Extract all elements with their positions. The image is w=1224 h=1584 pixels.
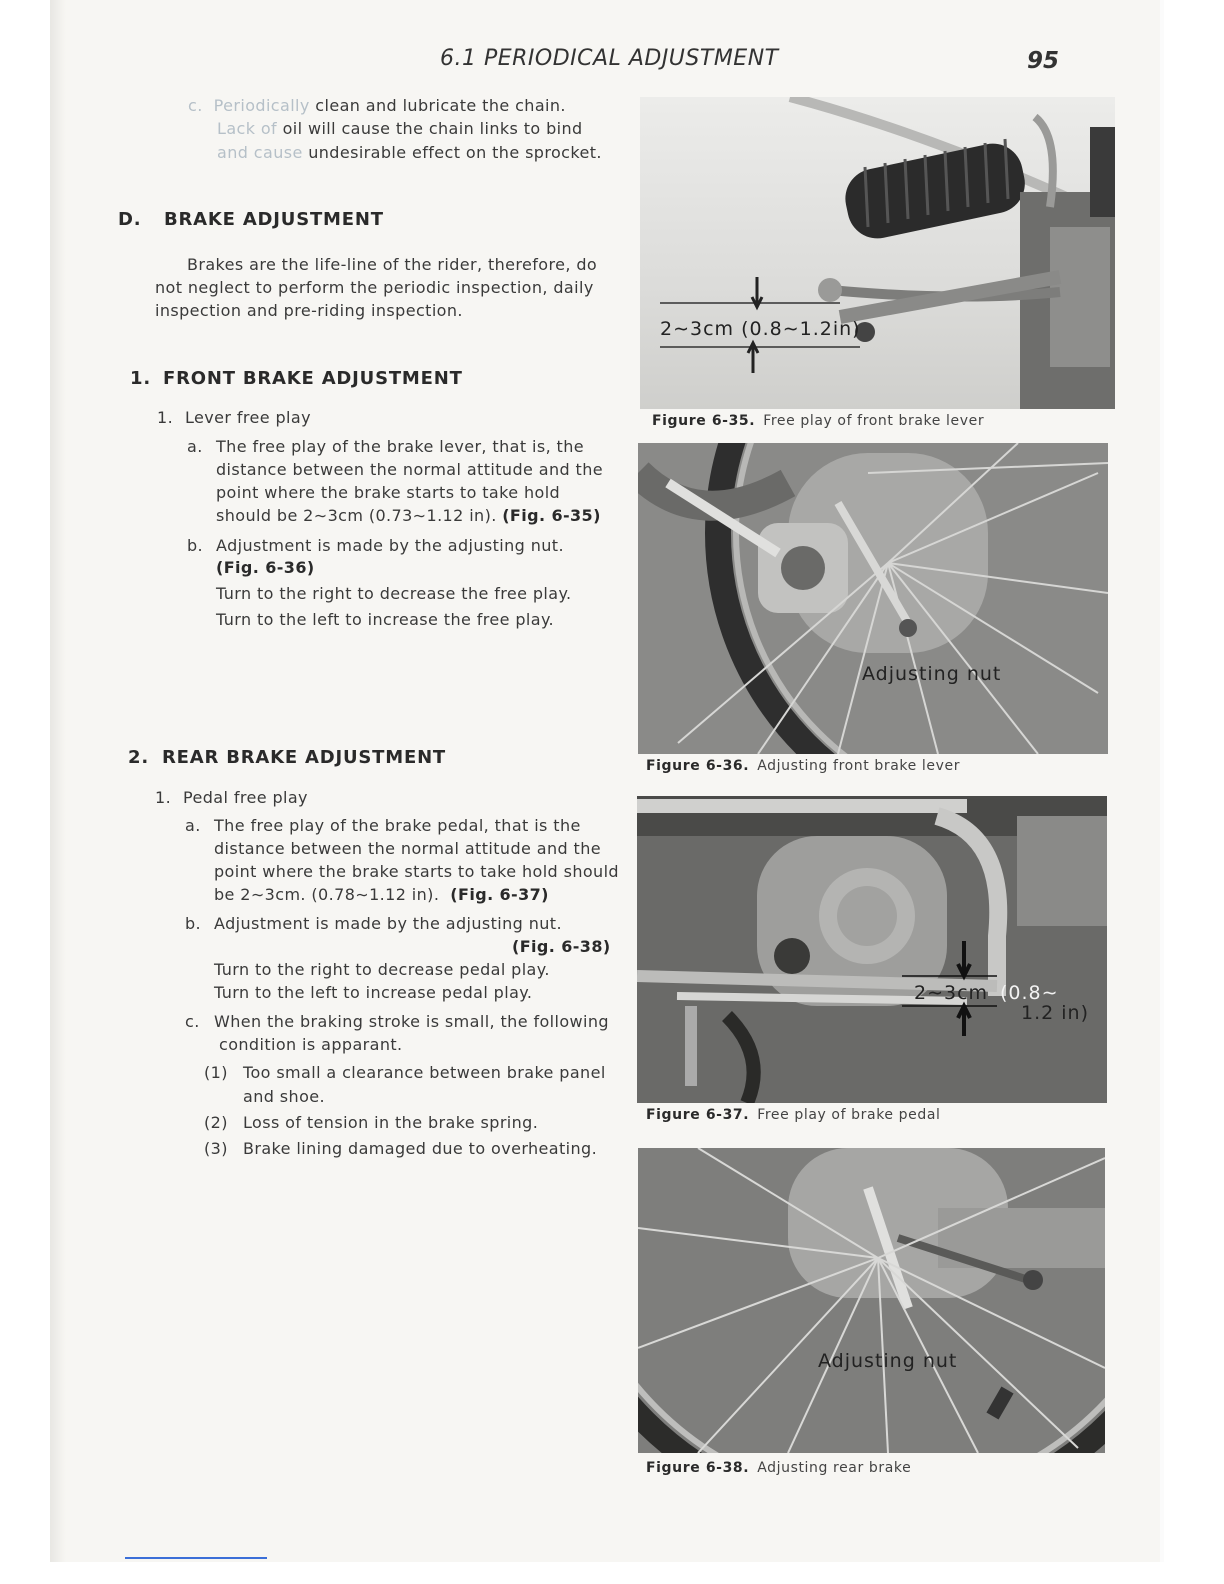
figure-6-37-dimension-label-c: 1.2 in) [1021, 1002, 1089, 1024]
section-d-letter: D. [118, 209, 142, 230]
rear-sub-title: Pedal free play [183, 788, 308, 807]
figure-6-35-caption: Figure 6-35. Free play of front brake lever [652, 413, 985, 429]
figure-6-38-number: Figure 6-38. [646, 1460, 750, 1476]
chain-paragraph-line-2: Lack of oil will cause the chain links to bind [217, 119, 583, 138]
list-item-number: (2) [204, 1113, 228, 1132]
rear-b-more: Turn to the left to increase pedal play. [214, 983, 533, 1002]
front-brake-number: 1. [130, 368, 151, 389]
page-right-edge [1160, 0, 1164, 1562]
page-edge-shadow [50, 0, 66, 1562]
figure-6-35-photo [640, 97, 1115, 409]
rear-a-line: The free play of the brake pedal, that is the [214, 816, 581, 835]
intro-line: inspection and pre-riding inspection. [155, 301, 463, 320]
figure-6-35-number: Figure 6-35. [652, 413, 756, 429]
list-item-number: (3) [204, 1139, 228, 1158]
list-item-text: Brake lining damaged due to overheating. [243, 1139, 598, 1158]
rear-brake-number: 2. [128, 747, 149, 768]
front-a-line: distance between the normal attitude and the [216, 460, 603, 479]
rear-b-more: Turn to the right to decrease pedal play. [214, 960, 550, 979]
fig-ref-6-36[interactable]: (Fig. 6-36) [216, 558, 315, 577]
front-a-line: The free play of the brake lever, that is, the [216, 437, 584, 456]
brake-lever-illustration [640, 97, 1115, 409]
section-d-title: BRAKE ADJUSTMENT [164, 209, 384, 230]
figure-6-36-number: Figure 6-36. [646, 758, 750, 774]
front-b-more: Turn to the right to decrease the free play. [216, 584, 572, 603]
figure-6-36-photo [638, 443, 1108, 754]
front-hub-illustration [638, 443, 1108, 754]
rear-c-marker: c. [185, 1012, 200, 1031]
figure-6-37-dimension-label: 2∼3cm [914, 982, 989, 1004]
list-item-text: Too small a clearance between brake panel [243, 1063, 606, 1082]
rear-c-line: condition is apparant. [219, 1035, 403, 1054]
figure-6-35-dimension-label: 2∼3cm (0.8∼1.2in) [660, 318, 861, 340]
front-brake-title: FRONT BRAKE ADJUSTMENT [163, 368, 463, 389]
front-a-last-line: should be 2∼3cm (0.73∼1.12 in). (Fig. 6-35) [216, 506, 601, 525]
fig-ref-6-35[interactable]: (Fig. 6-35) [502, 506, 601, 525]
intro-line: Brakes are the life-line of the rider, therefore, do [187, 255, 598, 274]
front-b-marker: b. [187, 536, 204, 555]
rear-brake-title: REAR BRAKE ADJUSTMENT [162, 747, 447, 768]
footer-rule [125, 1557, 267, 1559]
figure-6-37-number: Figure 6-37. [646, 1107, 750, 1123]
rear-c-line: When the braking stroke is small, the following [214, 1012, 609, 1031]
figure-6-36-label: Adjusting nut [862, 663, 1002, 685]
figure-6-38-photo [638, 1148, 1105, 1453]
figure-6-37-photo [637, 796, 1107, 1103]
fig-ref-6-38[interactable]: (Fig. 6-38) [512, 937, 611, 956]
list-item-text: and shoe. [243, 1087, 325, 1106]
list-item-number: (1) [204, 1063, 228, 1082]
rear-a-line: point where the brake starts to take hold should [214, 862, 619, 881]
chain-paragraph-line-3: and cause undesirable effect on the sprocket. [217, 143, 602, 162]
front-sub-title: Lever free play [185, 408, 311, 427]
front-b-line: Adjustment is made by the adjusting nut. [216, 536, 564, 555]
figure-6-38-caption: Figure 6-38. Adjusting rear brake [646, 1460, 912, 1476]
running-header: 6.1 PERIODICAL ADJUSTMENT [440, 46, 779, 71]
rear-a-last-line: be 2∼3cm. (0.78∼1.12 in). (Fig. 6-37) [214, 885, 549, 904]
rear-sub-number: 1. [155, 788, 172, 807]
rear-b-line: Adjustment is made by the adjusting nut. [214, 914, 562, 933]
figure-6-36-caption: Figure 6-36. Adjusting front brake lever [646, 758, 961, 774]
rear-hub-illustration [638, 1148, 1105, 1453]
rear-b-marker: b. [185, 914, 202, 933]
list-item-text: Loss of tension in the brake spring. [243, 1113, 539, 1132]
front-b-more: Turn to the left to increase the free play. [216, 610, 555, 629]
intro-line: not neglect to perform the periodic inspection, daily [155, 278, 594, 297]
front-sub-number: 1. [157, 408, 174, 427]
brake-pedal-illustration [637, 796, 1107, 1103]
page-number: 95 [1027, 48, 1060, 74]
rear-a-marker: a. [185, 816, 201, 835]
front-a-line: point where the brake starts to take hold [216, 483, 561, 502]
rear-a-line: distance between the normal attitude and the [214, 839, 601, 858]
fig-ref-6-37[interactable]: (Fig. 6-37) [450, 885, 549, 904]
figure-6-37-dimension-label-b: (0.8∼ [1000, 982, 1059, 1004]
chain-paragraph-line-1: c. Periodically clean and lubricate the chain. [188, 96, 566, 115]
figure-6-38-label: Adjusting nut [818, 1350, 958, 1372]
figure-6-37-caption: Figure 6-37. Free play of brake pedal [646, 1107, 941, 1123]
front-a-marker: a. [187, 437, 203, 456]
